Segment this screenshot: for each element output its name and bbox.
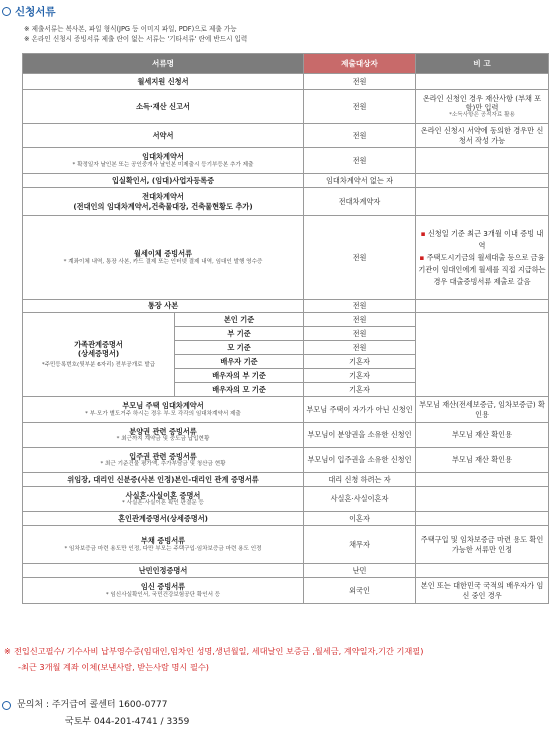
doc-target: 전대차계약자	[304, 188, 416, 216]
doc-target: 채무자	[304, 526, 416, 564]
table-row	[23, 512, 549, 526]
doc-target: 전원	[304, 300, 416, 313]
doc-name-note: * 사실혼·사실이혼 확인 판결문 등	[122, 500, 204, 507]
doc-name: 난민인정증명서	[23, 564, 304, 578]
table-row	[23, 487, 549, 512]
family-doc-detail: (상세증명서)	[77, 349, 120, 358]
bullet-icon: ▪	[419, 252, 427, 262]
doc-name: 혼인관계증명서(상세증명서)	[23, 512, 304, 526]
doc-remarks	[416, 473, 549, 487]
doc-remarks: 온라인 신청시 서약에 동의한 경우만 신청서 작성 가능	[416, 124, 549, 148]
note-line: ※ 제출서류는 복사본, 파일 형식(JPG 등 이미지 파일, PDF)으로 제출 가능	[24, 25, 237, 33]
family-doc-note: *주민등록번호(뒷부분 6자리) 전부공개로 발급	[41, 362, 156, 369]
doc-target: 전원	[304, 313, 416, 327]
table-row	[23, 313, 549, 327]
doc-name-note: * 임차보증금 마련 용도만 인정, 다만 부모는 주택구입·임차보증금 마련 용도 인정	[64, 545, 262, 552]
family-doc-name: 가족관계증명서	[74, 339, 123, 349]
doc-name-cell	[23, 216, 304, 300]
section-header	[2, 4, 56, 18]
doc-name-note: * 확정일자 날인본 또는 공인중개사 날인본 미제출시 등기부등본 추가 제출	[72, 161, 254, 168]
doc-target: 기혼자	[304, 383, 416, 397]
doc-name-cell	[23, 423, 304, 448]
bullet-icon: ▪	[420, 228, 428, 238]
doc-target: 임대차계약서 없는 자	[304, 174, 416, 188]
doc-name-note: * 부·모가 별도거주 하시는 경우 부·모 각각의 임대차계약서 제출	[85, 410, 241, 417]
doc-remarks	[416, 300, 549, 313]
doc-target: 부모님이 분양권을 소유한 신청인	[304, 423, 416, 448]
footnote-line: ※ 전입신고필수/ 기수사비 납부영수증(임대인,임차인 성명,생년월일, 세대날인 보증금 ,월세금, 계약일자,기간 기재필)	[4, 643, 423, 659]
doc-target: 전원	[304, 216, 416, 300]
doc-name: 분양권 관련 증빙서류	[129, 426, 197, 436]
doc-name-note: * 계좌이체 내역, 통장 사본, 카드 결제 또는 인터넷 결제 내역, 임대인 발행 영수증	[63, 258, 263, 265]
header-target: 제출대상자	[304, 54, 416, 74]
doc-target: 부모님이 입주권을 소유한 신청인	[304, 448, 416, 473]
doc-target: 기혼자	[304, 369, 416, 383]
doc-name-cell	[23, 487, 304, 512]
contact-line	[2, 697, 189, 714]
doc-name: 통장 사본	[23, 300, 304, 313]
doc-name-detail: (전대인의 임대차계약서,건축물대장, 건축물현황도 추가)	[73, 201, 253, 211]
footnote-line: -최근 3개월 계좌 이체(보낸사람, 받는사람 명시 필수)	[18, 662, 209, 672]
family-basis: 모 기준	[175, 341, 304, 355]
table-header-row	[23, 54, 549, 74]
table-row	[23, 124, 549, 148]
doc-name: 월세지원 신청서	[23, 74, 304, 90]
doc-remarks	[416, 74, 549, 90]
doc-name: 월세이체 증빙서류	[133, 249, 193, 259]
doc-target: 전원	[304, 90, 416, 124]
table-row	[23, 216, 549, 300]
table-row	[23, 148, 549, 174]
doc-remarks: 본인 또는 대한민국 국적의 배우자가 임신 중인 경우	[416, 578, 549, 604]
doc-remarks	[416, 512, 549, 526]
doc-target: 부모님 주택이 자가가 아닌 신청인	[304, 397, 416, 423]
table-row	[23, 74, 549, 90]
doc-remarks: 부모님 재산(전세보증금, 임차보증금) 확인용	[416, 397, 549, 423]
doc-target: 전원	[304, 327, 416, 341]
doc-name: 임신 증빙서류	[140, 582, 186, 592]
documents-table	[22, 53, 549, 604]
table-row	[23, 578, 549, 604]
doc-name: 입실확인서, (임대)사업자등록증	[23, 174, 304, 188]
doc-name-cell	[23, 188, 304, 216]
doc-target: 사실혼·사실이혼자	[304, 487, 416, 512]
doc-name-note: * 임신사실확인서, 국민건강보험공단 확인서 등	[105, 591, 221, 598]
doc-name: 전대차계약서	[142, 192, 184, 202]
doc-remarks	[416, 487, 549, 512]
doc-remarks	[416, 174, 549, 188]
family-basis: 배우자의 부 기준	[175, 369, 304, 383]
doc-name: 입주권 관련 증빙서류	[129, 451, 197, 461]
doc-remarks	[416, 313, 549, 397]
doc-remarks	[416, 90, 549, 124]
table-row	[23, 473, 549, 487]
header-document-name: 서류명	[23, 54, 304, 74]
contact-line	[2, 714, 189, 731]
doc-name-cell	[23, 397, 304, 423]
family-basis: 배우자의 모 기준	[175, 383, 304, 397]
doc-target: 기혼자	[304, 355, 416, 369]
section-title: 신청서류	[15, 5, 56, 18]
footnote	[4, 643, 423, 675]
remarks-text: 온라인 신청인 경우 재산사항 (부채 포함)만 입력	[422, 93, 542, 112]
contact-callcenter: 주거급여 콜센터 1600-0777	[51, 700, 168, 710]
family-doc-cell	[23, 313, 175, 397]
table-row	[23, 188, 549, 216]
doc-target: 전원	[304, 74, 416, 90]
doc-name: 임대차계약서	[142, 152, 184, 162]
note-line: ※ 온라인 신청시 증빙서류 제출 란이 없는 서류는 '기타서류' 란에 반드시 입력	[24, 35, 248, 43]
doc-name-note: * 최근 기준건물 평가액, 추가부담금 및 청산금 현황	[100, 461, 226, 468]
doc-name: 소득·재산 신고서	[23, 90, 304, 124]
doc-name: 사실혼·사실이혼 증명서	[125, 490, 201, 500]
doc-target: 이혼자	[304, 512, 416, 526]
doc-target: 난민	[304, 564, 416, 578]
doc-name: 부채 증빙서류	[140, 536, 186, 546]
circle-bullet-icon	[2, 7, 11, 16]
contact-label: 문의처 :	[17, 700, 49, 710]
doc-remarks: 부모님 재산 확인용	[416, 448, 549, 473]
doc-name-cell	[23, 526, 304, 564]
doc-remarks	[416, 188, 549, 216]
header-remarks: 비 고	[416, 54, 549, 74]
doc-name-cell	[23, 148, 304, 174]
table-row	[23, 448, 549, 473]
doc-remarks	[416, 564, 549, 578]
table-row	[23, 423, 549, 448]
reference-mark-icon: ※	[4, 646, 11, 656]
doc-name: 서약서	[23, 124, 304, 148]
contact-ministry: 국토부 044-201-4741 / 3359	[65, 717, 190, 727]
table-row	[23, 174, 549, 188]
circle-bullet-icon	[2, 701, 11, 710]
table-row	[23, 564, 549, 578]
doc-name: 위임장, 대리인 신분증(사본 인정)본인-대리인 관계 증명서류	[23, 473, 304, 487]
doc-remarks: 부모님 재산 확인용	[416, 423, 549, 448]
table-row	[23, 526, 549, 564]
doc-name-note: * 최근까지 계약금 및 중도금 납입현황	[116, 436, 210, 443]
remarks-subtext: *소득사항은 공적자료 활용	[449, 112, 515, 119]
contact-info	[2, 697, 189, 731]
doc-target: 전원	[304, 341, 416, 355]
table-row	[23, 397, 549, 423]
doc-target: 대리 신청 하려는 자	[304, 473, 416, 487]
doc-target: 외국인	[304, 578, 416, 604]
doc-name-cell	[23, 448, 304, 473]
doc-target: 전원	[304, 148, 416, 174]
family-basis: 부 기준	[175, 327, 304, 341]
table-row	[23, 90, 549, 124]
doc-remarks	[416, 216, 549, 300]
remarks-list-item: ▪ 신청일 기준 최근 3개월 이내 증빙 내역	[420, 228, 544, 250]
doc-remarks: 주택구입 및 임차보증금 마련 용도 확인 가능한 서류만 인정	[416, 526, 549, 564]
family-basis: 본인 기준	[175, 313, 304, 327]
doc-target: 전원	[304, 124, 416, 148]
notes	[24, 24, 247, 44]
doc-name-cell	[23, 578, 304, 604]
doc-name: 부모님 주택 임대차계약서	[122, 401, 204, 411]
doc-remarks	[416, 148, 549, 174]
family-basis: 배우자 기준	[175, 355, 304, 369]
table-row	[23, 300, 549, 313]
remarks-list-item: ▪ 주택도시기금의 월세대출 등으로 금융기관이 임대인에게 월세를 직접 지급하는 경우 대출증빙서류 제출로 갈음	[418, 252, 546, 286]
